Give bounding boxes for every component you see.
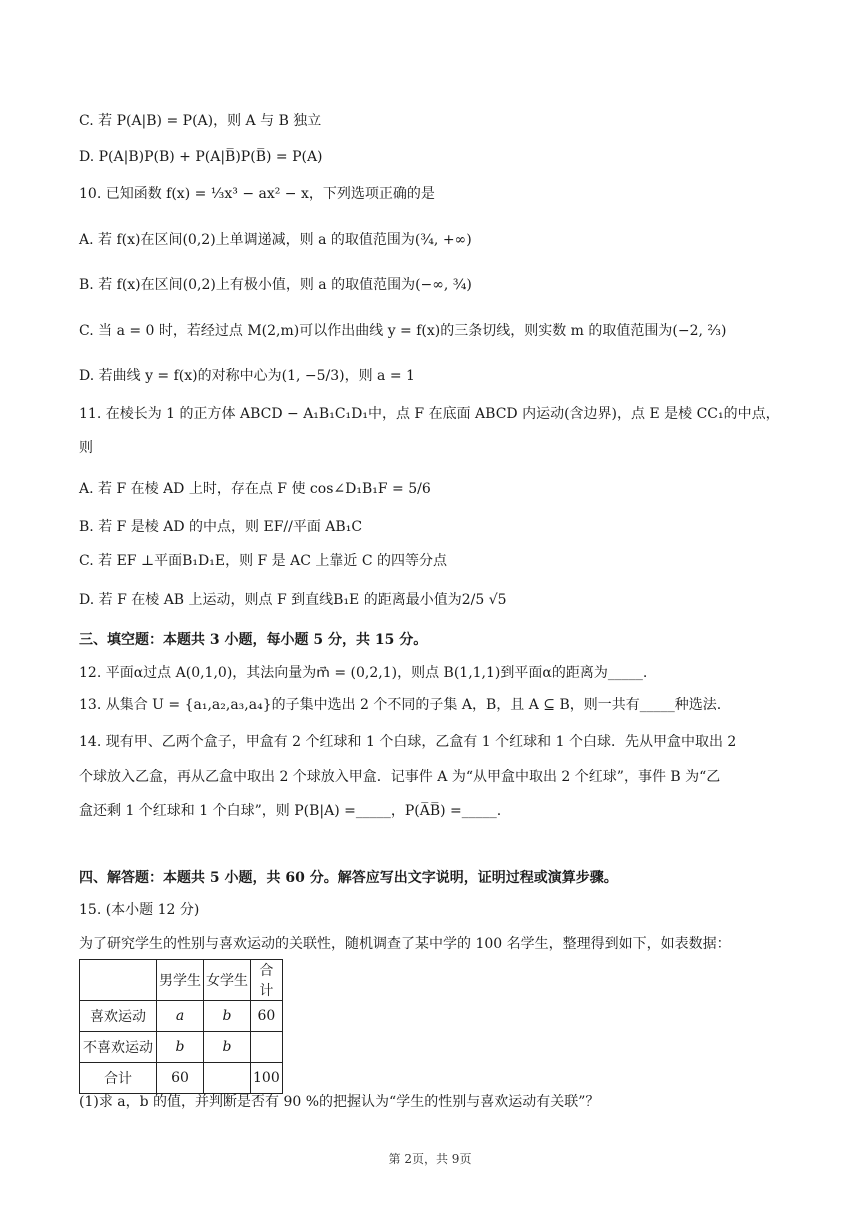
table-cell [80, 960, 157, 1001]
table-header-cell: 合计 [251, 960, 283, 1001]
option-11a: A. 若 F 在棱 AD 上时，存在点 F 使 cos∠D₁B₁F = 5/6 [79, 481, 431, 497]
table-header-cell: 男学生 [157, 960, 204, 1001]
question-15-title: 15. (本小题 12 分) [79, 902, 200, 918]
table-cell: b [204, 1001, 251, 1032]
option-9c: C. 若 P(A|B) = P(A)，则 A 与 B 独立 [79, 113, 322, 129]
question-14-line2: 个球放入乙盒，再从乙盒中取出 2 个球放入甲盒．记事件 A 为“从甲盒中取出 2 个红球”，事件 B 为“乙 [79, 769, 721, 785]
section-3-heading: 三、填空题：本题共 3 小题，每小题 5 分，共 15 分。 [79, 632, 428, 648]
table-cell: a [157, 1001, 204, 1032]
option-10c: C. 当 a = 0 时，若经过点 M(2,m)可以作出曲线 y = f(x)的三条切线，则实数 m 的取值范围为(−2, ⅔) [79, 323, 727, 339]
table-row [80, 1001, 283, 1032]
option-10d: D. 若曲线 y = f(x)的对称中心为(1, −5/3)，则 a = 1 [79, 368, 415, 384]
option-10a: A. 若 f(x)在区间(0,2)上单调递减，则 a 的取值范围为(¾, +∞) [79, 232, 472, 248]
question-14-line3: 盒还剩 1 个红球和 1 个白球”，则 P(B|A) =_____，P(A̅B̅) =_____. [79, 803, 502, 819]
question-15-intro: 为了研究学生的性别与喜欢运动的关联性，随机调查了某中学的 100 名学生，整理得到如下，如表数据： [79, 936, 731, 952]
section-4-heading: 四、解答题：本题共 5 小题，共 60 分。解答应写出文字说明，证明过程或演算步骤。 [79, 870, 618, 886]
table-row-label: 合计 [80, 1063, 157, 1094]
table-cell: b [157, 1032, 204, 1063]
table-cell: 60 [251, 1001, 283, 1032]
table-cell [251, 1032, 283, 1063]
page-footer: 第 2页，共 9页 [388, 1152, 472, 1166]
option-10b: B. 若 f(x)在区间(0,2)上有极小值，则 a 的取值范围为(−∞, ¾) [79, 277, 472, 293]
table-row [80, 1032, 283, 1063]
option-11d: D. 若 F 在棱 AB 上运动，则点 F 到直线B₁E 的距离最小值为2/5 √5 [79, 592, 507, 608]
data-table [79, 959, 283, 1094]
table-cell [204, 1063, 251, 1094]
option-11c: C. 若 EF ⊥平面B₁D₁E，则 F 是 AC 上靠近 C 的四等分点 [79, 553, 448, 569]
question-11: 11. 在棱长为 1 的正方体 ABCD − A₁B₁C₁D₁中，点 F 在底面 ABCD 内运动(含边界)，点 E 是棱 CC₁的中点， [79, 406, 780, 422]
table-row [80, 1063, 283, 1094]
question-11-cont: 则 [79, 440, 93, 456]
question-14-line1: 14. 现有甲、乙两个盒子，甲盒有 2 个红球和 1 个白球，乙盒有 1 个红球和 1 个白球．先从甲盒中取出 2 [79, 734, 737, 750]
question-13: 13. 从集合 U = {a₁,a₂,a₃,a₄}的子集中选出 2 个不同的子集 A，B，且 A ⊆ B，则一共有_____种选法. [79, 697, 722, 713]
table-row-label: 喜欢运动 [80, 1001, 157, 1032]
option-9d: D. P(A|B)P(B) + P(A|B̅)P(B̅) = P(A) [79, 149, 323, 165]
table-cell: b [204, 1032, 251, 1063]
table-header-row [80, 960, 283, 1001]
table-header-cell: 女学生 [204, 960, 251, 1001]
question-10: 10. 已知函数 f(x) = ⅓x³ − ax² − x，下列选项正确的是 [79, 186, 435, 202]
option-11b: B. 若 F 是棱 AD 的中点，则 EF//平面 AB₁C [79, 519, 363, 535]
question-15-part1: (1)求 a，b 的值，并判断是否有 90 %的把握认为“学生的性别与喜欢运动有关联”？ [79, 1094, 600, 1110]
question-12: 12. 平面α过点 A(0,1,0)，其法向量为m⃗ = (0,2,1)，则点 B(1,1,1)到平面α的距离为_____. [79, 665, 648, 681]
table-row-label: 不喜欢运动 [80, 1032, 157, 1063]
table-cell: 100 [251, 1063, 283, 1094]
table-cell: 60 [157, 1063, 204, 1094]
